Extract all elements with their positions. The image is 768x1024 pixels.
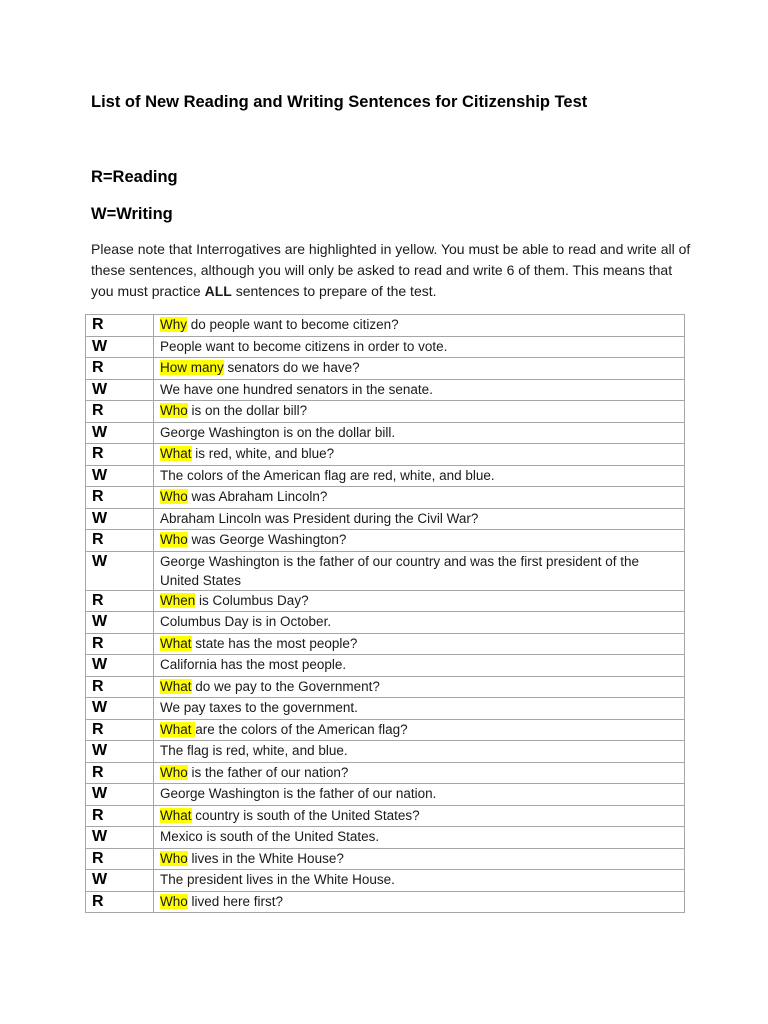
row-type-code: R (86, 590, 154, 612)
table-row (86, 784, 685, 806)
sentence-text: is Columbus Day? (195, 592, 309, 608)
table-row (86, 530, 685, 552)
row-type-code: W (86, 741, 154, 763)
sentence-text: are the colors of the American flag? (195, 721, 408, 737)
row-type-code: R (86, 676, 154, 698)
table-row (86, 401, 685, 423)
note-emphasis: ALL (204, 283, 232, 299)
row-type-code: W (86, 465, 154, 487)
interrogative-highlight: What (160, 446, 192, 461)
sentence-cell (154, 762, 685, 784)
table-row (86, 612, 685, 634)
interrogative-highlight: Who (160, 764, 188, 780)
interrogative-highlight: What (160, 807, 192, 823)
sentence-text: country is south of the United States? (191, 807, 420, 823)
row-type-code: R (86, 315, 154, 337)
interrogative-highlight: Who (160, 532, 188, 547)
sentence-text: Mexico is south of the United States. (160, 829, 380, 844)
sentence-cell (154, 870, 685, 892)
interrogative-highlight: Who (160, 489, 188, 504)
interrogative-highlight: What (160, 635, 192, 651)
row-type-code: W (86, 612, 154, 634)
interrogative-highlight: Who (160, 850, 188, 866)
sentence-cell (154, 465, 685, 487)
sentence-cell (154, 358, 685, 380)
interrogative-highlight: What (160, 721, 196, 737)
interrogative-highlight: What (160, 678, 192, 694)
table-row (86, 633, 685, 655)
row-type-code: W (86, 422, 154, 444)
interrogative-highlight: Why (160, 317, 187, 332)
sentence-cell (154, 590, 685, 612)
sentence-text: lives in the White House? (187, 850, 344, 866)
sentence-cell (154, 633, 685, 655)
table-row (86, 676, 685, 698)
sentence-cell (154, 379, 685, 401)
page-title: List of New Reading and Writing Sentences for Citizenship Test (91, 93, 588, 111)
sentence-text: George Washington is the father of our nation. (160, 786, 437, 801)
sentence-cell (154, 336, 685, 358)
note-text-end: sentences to prepare of the test. (231, 283, 437, 299)
sentence-cell (154, 508, 685, 530)
sentence-cell (154, 805, 685, 827)
sentence-text: The colors of the American flag are red, white, and blue. (160, 467, 495, 483)
row-type-code: R (86, 530, 154, 552)
sentence-cell (154, 612, 685, 634)
sentence-text: The president lives in the White House. (160, 872, 395, 887)
sentence-cell (154, 315, 685, 337)
sentence-text: do people want to become citizen? (187, 317, 399, 332)
sentence-text: is red, white, and blue? (191, 446, 335, 461)
note-text-start: Please note that Interrogatives are highlighted in yellow. You must be able to read and write all of these sentences, although you will only be asked to read and write 6 of them. This means that you must practice (91, 241, 691, 299)
sentence-text: is on the dollar bill? (187, 403, 308, 418)
sentence-cell (154, 741, 685, 763)
sentence-text: We have one hundred senators in the senate. (160, 381, 433, 397)
table-row (86, 358, 685, 380)
row-type-code: W (86, 508, 154, 530)
table-row (86, 827, 685, 849)
legend-reading: R=Reading (91, 168, 178, 186)
sentence-text: state has the most people? (191, 635, 358, 651)
table-row (86, 590, 685, 612)
table-row (86, 336, 685, 358)
interrogative-highlight: Who (160, 893, 188, 909)
sentence-text: George Washington is the father of our country and was the first president of the United States (160, 553, 640, 588)
interrogative-highlight: Who (160, 403, 188, 418)
table-row (86, 444, 685, 466)
sentence-cell (154, 530, 685, 552)
row-type-code: R (86, 633, 154, 655)
row-type-code: W (86, 336, 154, 358)
sentence-cell (154, 676, 685, 698)
row-type-code: W (86, 379, 154, 401)
row-type-code: W (86, 551, 154, 590)
instructions-paragraph (91, 239, 691, 302)
row-type-code: R (86, 891, 154, 913)
sentence-text: Abraham Lincoln was President during the Civil War? (160, 510, 479, 526)
sentence-cell (154, 444, 685, 466)
table-row (86, 487, 685, 509)
table-row (86, 315, 685, 337)
sentence-text: do we pay to the Government? (191, 678, 380, 694)
sentence-text: was Abraham Lincoln? (187, 489, 328, 504)
table-row (86, 465, 685, 487)
row-type-code: R (86, 762, 154, 784)
row-type-code: R (86, 444, 154, 466)
sentence-cell (154, 848, 685, 870)
interrogative-highlight: When (160, 592, 196, 608)
table-row (86, 805, 685, 827)
sentence-cell (154, 698, 685, 720)
sentence-text: The flag is red, white, and blue. (160, 743, 348, 758)
row-type-code: W (86, 827, 154, 849)
row-type-code: R (86, 401, 154, 423)
table-row (86, 551, 685, 590)
table-row (86, 698, 685, 720)
table-row (86, 422, 685, 444)
table-row (86, 870, 685, 892)
table-row (86, 508, 685, 530)
row-type-code: R (86, 358, 154, 380)
sentence-cell (154, 655, 685, 677)
sentence-cell (154, 422, 685, 444)
sentence-text: was George Washington? (187, 532, 347, 547)
interrogative-highlight: How many (160, 360, 224, 375)
sentence-text: lived here first? (187, 893, 284, 909)
sentences-table (85, 314, 685, 913)
table-row (86, 762, 685, 784)
row-type-code: R (86, 719, 154, 741)
table-row (86, 891, 685, 913)
table-row (86, 719, 685, 741)
sentence-text: George Washington is on the dollar bill. (160, 424, 396, 440)
legend-writing: W=Writing (91, 205, 173, 223)
row-type-code: R (86, 805, 154, 827)
sentence-text: California has the most people. (160, 657, 347, 672)
row-type-code: W (86, 698, 154, 720)
row-type-code: R (86, 487, 154, 509)
sentence-cell (154, 784, 685, 806)
row-type-code: W (86, 655, 154, 677)
sentence-text: We pay taxes to the government. (160, 700, 358, 715)
row-type-code: W (86, 784, 154, 806)
sentence-text: Columbus Day is in October. (160, 614, 332, 629)
sentence-cell (154, 891, 685, 913)
sentence-cell (154, 401, 685, 423)
sentence-cell (154, 487, 685, 509)
sentence-text: senators do we have? (223, 360, 360, 375)
table-row (86, 655, 685, 677)
sentence-cell (154, 827, 685, 849)
table-row (86, 741, 685, 763)
sentence-text: is the father of our nation? (187, 764, 349, 780)
sentence-cell (154, 719, 685, 741)
table-row (86, 848, 685, 870)
row-type-code: R (86, 848, 154, 870)
table-row (86, 379, 685, 401)
row-type-code: W (86, 870, 154, 892)
sentence-cell (154, 551, 685, 590)
sentence-text: People want to become citizens in order to vote. (160, 338, 448, 354)
